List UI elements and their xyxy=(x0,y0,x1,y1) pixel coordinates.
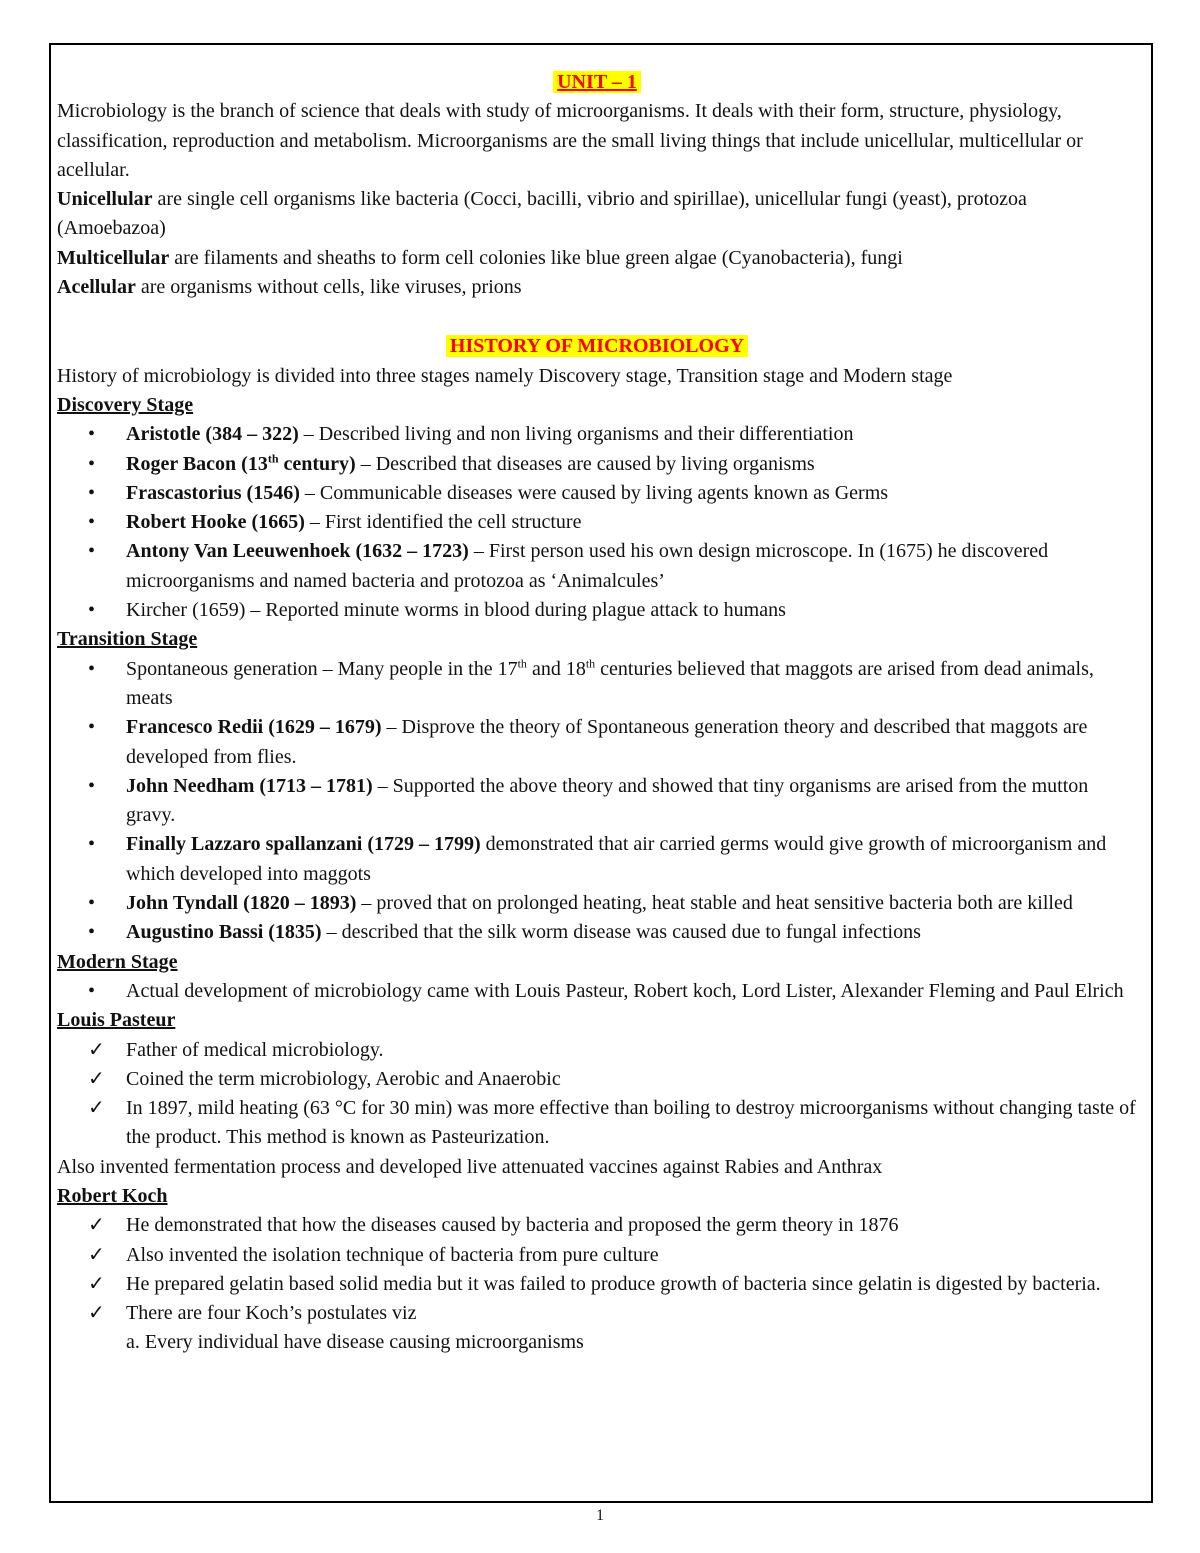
bullet-icon: • xyxy=(88,892,96,915)
history-title: HISTORY OF MICROBIOLOGY xyxy=(446,335,748,357)
bullet-icon: • xyxy=(88,452,96,475)
spacer xyxy=(57,302,1137,332)
item-text: Kircher (1659) – Reported minute worms in blood during plague attack to humans xyxy=(126,599,786,622)
superscript: th xyxy=(267,450,279,465)
list-item xyxy=(57,655,1137,714)
check-icon: ✓ xyxy=(88,1038,105,1061)
check-icon: ✓ xyxy=(88,1272,105,1295)
item-text: – Communicable diseases were caused by living agents known as Germs xyxy=(299,481,889,504)
item-text: – Described that diseases are caused by living organisms xyxy=(355,452,815,475)
list-item xyxy=(57,830,1137,889)
item-text: – described that the silk worm disease was caused due to fungal infections xyxy=(321,921,921,944)
bullet-icon: • xyxy=(88,481,96,504)
item-bold: Antony Van Leeuwenhoek (1632 – 1723) xyxy=(126,540,469,563)
list-item xyxy=(57,450,1137,479)
item-text: Coined the term microbiology, Aerobic and Anaerobic xyxy=(126,1067,561,1090)
history-title-line xyxy=(57,332,1137,361)
list-item xyxy=(57,772,1137,831)
item-text: – proved that on prolonged heating, heat stable and heat sensitive bacteria both are killed xyxy=(356,892,1073,915)
item-bold: Finally Lazzaro spallanzani (1729 – 1799) xyxy=(126,833,481,856)
item-bold: John Needham (1713 – 1781) xyxy=(126,774,373,797)
page-number: 1 xyxy=(596,1507,604,1524)
superscript: th xyxy=(517,655,527,670)
list-item xyxy=(57,713,1137,772)
bullet-icon: • xyxy=(88,979,96,1002)
pasteur-note: Also invented fermentation process and developed live attenuated vaccines against Rabies and Anthrax xyxy=(57,1155,883,1178)
superscript: th xyxy=(585,655,596,670)
list-item xyxy=(57,1211,1137,1240)
type-term: Unicellular xyxy=(57,188,153,211)
type-text: are filaments and sheaths to form cell colonies like blue green algae (Cyanobacteria), fungi xyxy=(169,246,903,269)
list-item xyxy=(57,1094,1137,1153)
bullet-icon: • xyxy=(88,657,96,680)
list-item xyxy=(57,1036,1137,1065)
bullet-icon: • xyxy=(88,716,96,739)
type-text: are organisms without cells, like viruses, prions xyxy=(135,276,522,299)
unit-title: UNIT – 1 xyxy=(553,71,641,93)
list-item xyxy=(57,1270,1137,1299)
item-text: Actual development of microbiology came with Louis Pasteur, Robert koch, Lord Lister, Alexander Fleming and Paul Elrich xyxy=(126,979,1124,1002)
item-text: and 18 xyxy=(526,657,586,680)
item-bold: John Tyndall (1820 – 1893) xyxy=(126,892,357,915)
bullet-icon: • xyxy=(88,774,96,797)
list-item xyxy=(57,479,1137,508)
item-bold: Francesco Redii (1629 – 1679) xyxy=(126,716,382,739)
item-text: demonstrated that air carried germs would give growth of microorganism and which developed into maggots xyxy=(126,833,1107,885)
koch-list xyxy=(57,1211,1137,1328)
list-item xyxy=(57,420,1137,449)
item-text: In 1897, mild heating (63 °C for 30 min) was more effective than boiling to destroy microorganisms without changing taste of the product. This method is known as Pasteurization. xyxy=(126,1097,1136,1149)
bullet-icon: • xyxy=(88,921,96,944)
modern-list xyxy=(57,977,1137,1006)
bullet-icon: • xyxy=(88,511,96,534)
item-bold: Augustino Bassi (1835) xyxy=(126,921,322,944)
list-item xyxy=(57,1065,1137,1094)
item-text: – First identified the cell structure xyxy=(304,511,582,534)
discovery-list xyxy=(57,420,1137,625)
item-bold: Robert Hooke (1665) xyxy=(126,511,305,534)
unit-title-line xyxy=(57,68,1137,97)
item-text: – Disprove the theory of Spontaneous generation theory and described that maggots are developed from flies. xyxy=(126,716,1088,768)
item-text: There are four Koch’s postulates viz xyxy=(126,1302,417,1325)
check-icon: ✓ xyxy=(88,1302,105,1325)
discovery-heading: Discovery Stage xyxy=(57,393,194,416)
list-item xyxy=(57,1299,1137,1328)
list-item xyxy=(57,1241,1137,1270)
list-item xyxy=(57,889,1137,918)
pasteur-list xyxy=(57,1036,1137,1153)
list-item xyxy=(57,596,1137,625)
item-bold: Aristotle (384 – 322) xyxy=(126,423,299,446)
koch-heading: Robert Koch xyxy=(57,1184,168,1207)
type-term: Multicellular xyxy=(57,246,170,269)
item-bold xyxy=(126,450,356,475)
check-icon: ✓ xyxy=(88,1243,105,1266)
item-text: He prepared gelatin based solid media but it was failed to produce growth of bacteria since gelatin is digested by bacteria. xyxy=(126,1272,1101,1295)
transition-heading: Transition Stage xyxy=(57,628,198,651)
document-body xyxy=(57,68,1137,1358)
item-text: Spontaneous generation – Many people in the 17 xyxy=(126,657,518,680)
check-icon: ✓ xyxy=(88,1214,105,1237)
item-bold-part: Roger Bacon (13 xyxy=(126,452,268,475)
item-bold: Frascastorius (1546) xyxy=(126,481,300,504)
list-item xyxy=(57,977,1137,1006)
type-acellular xyxy=(57,273,1137,302)
item-text: centuries believed that maggots are arised from dead animals, meats xyxy=(126,657,1094,709)
item-text: Father of medical microbiology. xyxy=(126,1038,384,1061)
bullet-icon: • xyxy=(88,833,96,856)
intro-paragraph: Microbiology is the branch of science that deals with study of microorganisms. It deals with their form, structure, physiology, classification, reproduction and metabolism. Microorganisms are the small living things that include unicellular, multicellular or acellular. xyxy=(57,100,1083,181)
history-intro: History of microbiology is divided into three stages namely Discovery stage, Transition stage and Modern stage xyxy=(57,364,953,387)
pasteur-heading: Louis Pasteur xyxy=(57,1009,176,1032)
type-text: are single cell organisms like bacteria (Cocci, bacilli, vibrio and spirillae), unicellular fungi (yeast), protozoa (Amoebazoa) xyxy=(57,188,1027,240)
koch-postulate-a: a. Every individual have disease causing microorganisms xyxy=(126,1331,584,1354)
list-item xyxy=(57,537,1137,596)
list-item xyxy=(57,918,1137,947)
list-item xyxy=(57,508,1137,537)
item-text: Also invented the isolation technique of bacteria from pure culture xyxy=(126,1243,659,1266)
item-text: He demonstrated that how the diseases caused by bacteria and proposed the germ theory in 1876 xyxy=(126,1214,899,1237)
bullet-icon: • xyxy=(88,540,96,563)
bullet-icon: • xyxy=(88,423,96,446)
item-text: – Described living and non living organisms and their differentiation xyxy=(298,423,854,446)
type-term: Acellular xyxy=(57,276,136,299)
item-text: – Supported the above theory and showed that tiny organisms are arised from the mutton gravy. xyxy=(126,774,1089,827)
type-multicellular xyxy=(57,244,1137,273)
item-bold-part: century) xyxy=(278,452,356,475)
modern-heading: Modern Stage xyxy=(57,950,178,973)
check-icon: ✓ xyxy=(88,1097,105,1120)
check-icon: ✓ xyxy=(88,1067,105,1090)
bullet-icon: • xyxy=(88,599,96,622)
item-text: – First person used his own design microscope. In (1675) he discovered microorganisms and named bacteria and protozoa as ‘Animalcules’ xyxy=(126,540,1049,592)
transition-list xyxy=(57,655,1137,948)
type-unicellular xyxy=(57,185,1137,244)
